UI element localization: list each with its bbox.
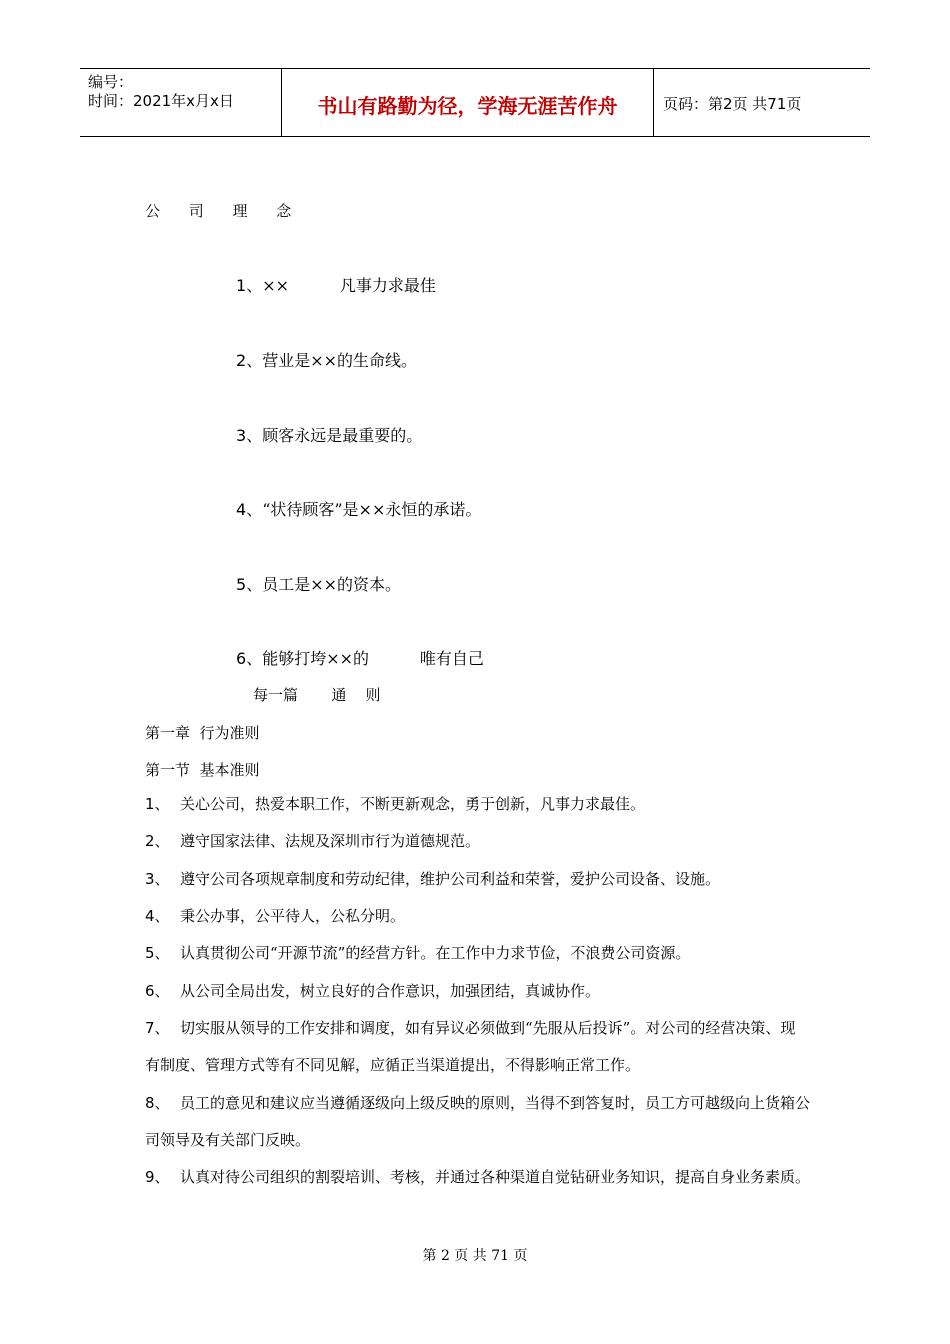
rule-item: 9、 认真对待公司组织的割裂培训、考核，并通过各种渠道自觉钻研业务知识，提高自身业务素质。 [145, 1168, 811, 1186]
rule-item: 4、 秉公办事，公平待人，公私分明。 [145, 907, 406, 925]
rule-item: 8、 员工的意见和建议应当遵循逐级向上级反映的原则，当得不到答复时，员工方可越级向上货箱公司领导及有关部门反映。 [145, 1094, 811, 1149]
rule-item: 2、 遵守国家法律、法规及深圳市行为道德规范。 [145, 832, 481, 850]
philosophy-item: 6、能够打垮××的 唯有自己 [236, 649, 484, 668]
time-label: 时间：2021年x月x日 [88, 92, 234, 110]
rule-item: 1、 关心公司，热爱本职工作，不断更新观念，勇于创新，凡事力求最佳。 [145, 795, 646, 813]
philosophy-item: 5、员工是××的资本。 [236, 575, 402, 594]
section-title: 第一节 基本准则 [145, 761, 260, 779]
header-motto: 书山有路勤为径，学海无涯苦作舟 [282, 69, 654, 136]
chapter-title: 第一章 行为准则 [145, 724, 260, 742]
philosophy-item: 2、营业是××的生命线。 [236, 351, 418, 370]
rule-item: 5、 认真贯彻公司“开源节流”的经营方针。在工作中力求节俭，不浪费公司资源。 [145, 944, 691, 962]
philosophy-title: 公 司 理 念 [145, 202, 304, 220]
page-header [80, 68, 870, 137]
rule-item: 3、 遵守公司各项规章制度和劳动纪律，维护公司利益和荣誉，爱护公司设备、设施。 [145, 870, 721, 888]
header-page-info: 页码：第2页 共71页 [663, 95, 802, 113]
code-label: 编号： [88, 73, 134, 91]
philosophy-item: 4、“状待顾客”是××永恒的承诺。 [236, 500, 482, 519]
header-meta [80, 69, 282, 136]
part-title: 每一篇 通 则 [253, 686, 381, 704]
page-footer: 第 2 页 共 71 页 [422, 1248, 528, 1264]
rule-item: 6、 从公司全局出发，树立良好的合作意识，加强团结，真诚协作。 [145, 982, 601, 1000]
philosophy-item: 1、×× 凡事力求最佳 [236, 276, 436, 295]
rule-item: 7、 切实服从领导的工作安排和调度，如有异议必须做到“先服从后投诉”。对公司的经营决策、现有制度、管理方式等有不同见解，应循正当渠道提出，不得影响正常工作。 [145, 1019, 796, 1074]
philosophy-item: 3、顾客永远是最重要的。 [236, 426, 423, 445]
